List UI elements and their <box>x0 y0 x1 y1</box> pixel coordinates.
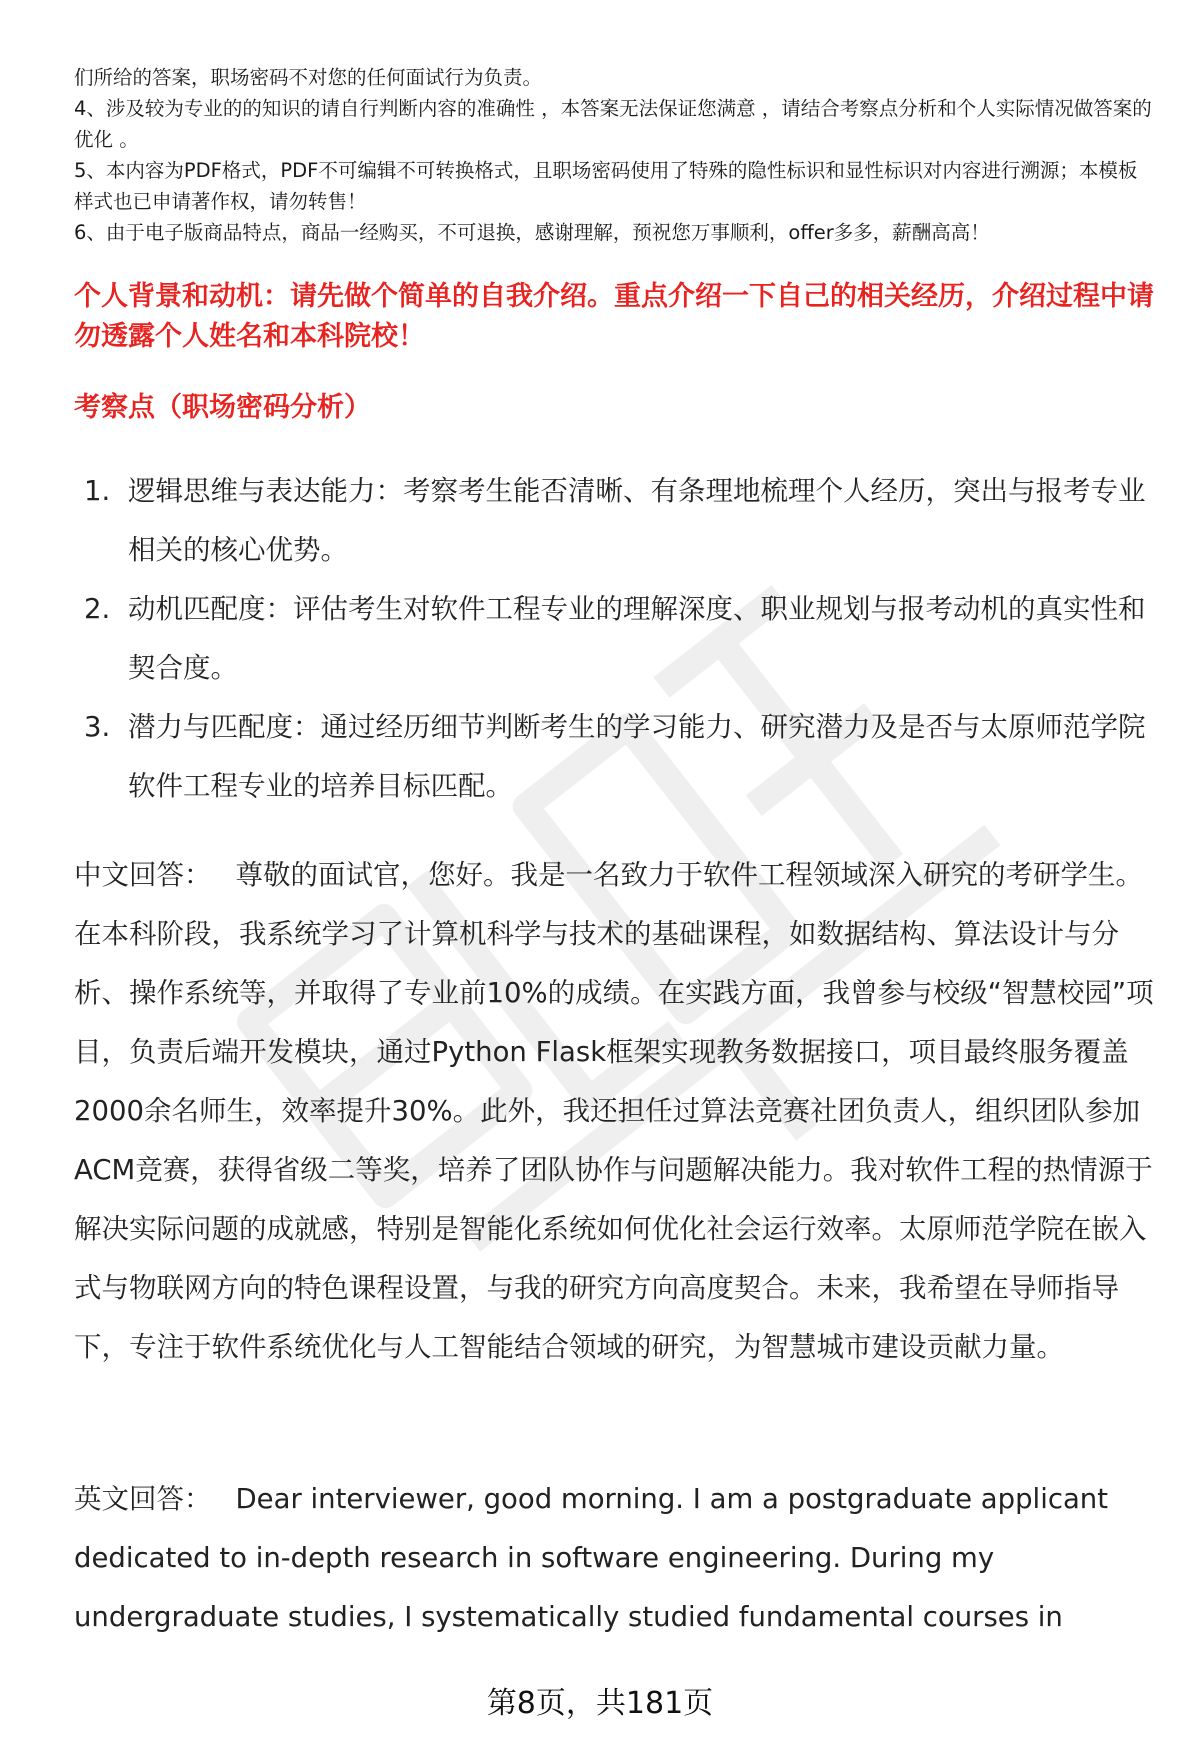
list-item-text: 逻辑思维与表达能力：考察考生能否清晰、有条理地梳理个人经历，突出与报考专业相关的核心优势。 <box>128 475 1146 566</box>
english-answer <box>74 1470 1154 1647</box>
page-number: 第8页，共181页 <box>486 1686 714 1721</box>
list-item-number: 1. <box>84 475 111 507</box>
list-item <box>84 580 1154 698</box>
list-item <box>84 462 1154 580</box>
question-heading: 个人背景和动机：请先做个简单的自我介绍。重点介绍一下自己的相关经历，介绍过程中请勿透露个人姓名和本科院校！ <box>74 281 1154 352</box>
english-answer-label: 英文回答： <box>74 1483 212 1515</box>
chinese-answer-text: 尊敬的面试官，您好。我是一名致力于软件工程领域深入研究的考研学生。在本科阶段，我系统学习了计算机科学与技术的基础课程，如数据结构、算法设计与分析、操作系统等，并取得了专业前10%的成绩。在实践方面，我曾参与校级“智慧校园”项目，负责后端开发模块，通过Python Flask框架实现教务数据接口，项目最终服务覆盖2000余名师生，效率提升30%。此外，我还担任过算法竞赛社团负责人，组织团队参加ACM竞赛，获得省级二等奖，培养了团队协作与问题解决能力。我对软件工程的热情源于解决实际问题的成就感，特别是智能化系统如何优化社会运行效率。太原师范学院在嵌入式与物联网方向的特色课程设置，与我的研究方向高度契合。未来，我希望在导师指导下，专注于软件系统优化与人工智能结合领域的研究，为智慧城市建设贡献力量。 <box>74 859 1154 1363</box>
english-answer-text: Dear interviewer, good morning. I am a postgraduate applicant dedicated to in-depth research in software engineering. During my undergraduate studies, I systematically studied fundamental courses in <box>74 1483 1109 1633</box>
note-line: 6、由于电子版商品特点，商品一经购买，不可退换，感谢理解，预祝您万事顺利，offer多多，薪酬高高！ <box>74 221 990 244</box>
list-item <box>84 698 1154 816</box>
list-item-text: 潜力与匹配度：通过经历细节判断考生的学习能力、研究潜力及是否与太原师范学院软件工程专业的培养目标匹配。 <box>128 711 1146 802</box>
analysis-heading: 考察点（职场密码分析） <box>74 392 371 423</box>
note-line: 4、涉及较为专业的的知识的请自行判断内容的准确性 ，本答案无法保证您满意 ，请结合考察点分析和个人实际情况做答案的优化 。 <box>74 97 1152 151</box>
note-line: 5、本内容为PDF格式，PDF不可编辑不可转换格式，且职场密码使用了特殊的隐性标识和显性标识对内容进行溯源；本模板样式也已申请著作权，请勿转售！ <box>74 159 1138 213</box>
disclaimer-notes <box>74 62 1154 248</box>
chinese-answer-label: 中文回答： <box>74 859 212 891</box>
note-line: 们所给的答案，职场密码不对您的任何面试行为负责。 <box>74 66 543 89</box>
chinese-answer <box>74 846 1164 1377</box>
list-item-number: 2. <box>84 593 111 625</box>
analysis-points <box>84 462 1154 816</box>
list-item-number: 3. <box>84 711 111 743</box>
list-item-text: 动机匹配度：评估考生对软件工程专业的理解深度、职业规划与报考动机的真实性和契合度。 <box>128 593 1146 684</box>
